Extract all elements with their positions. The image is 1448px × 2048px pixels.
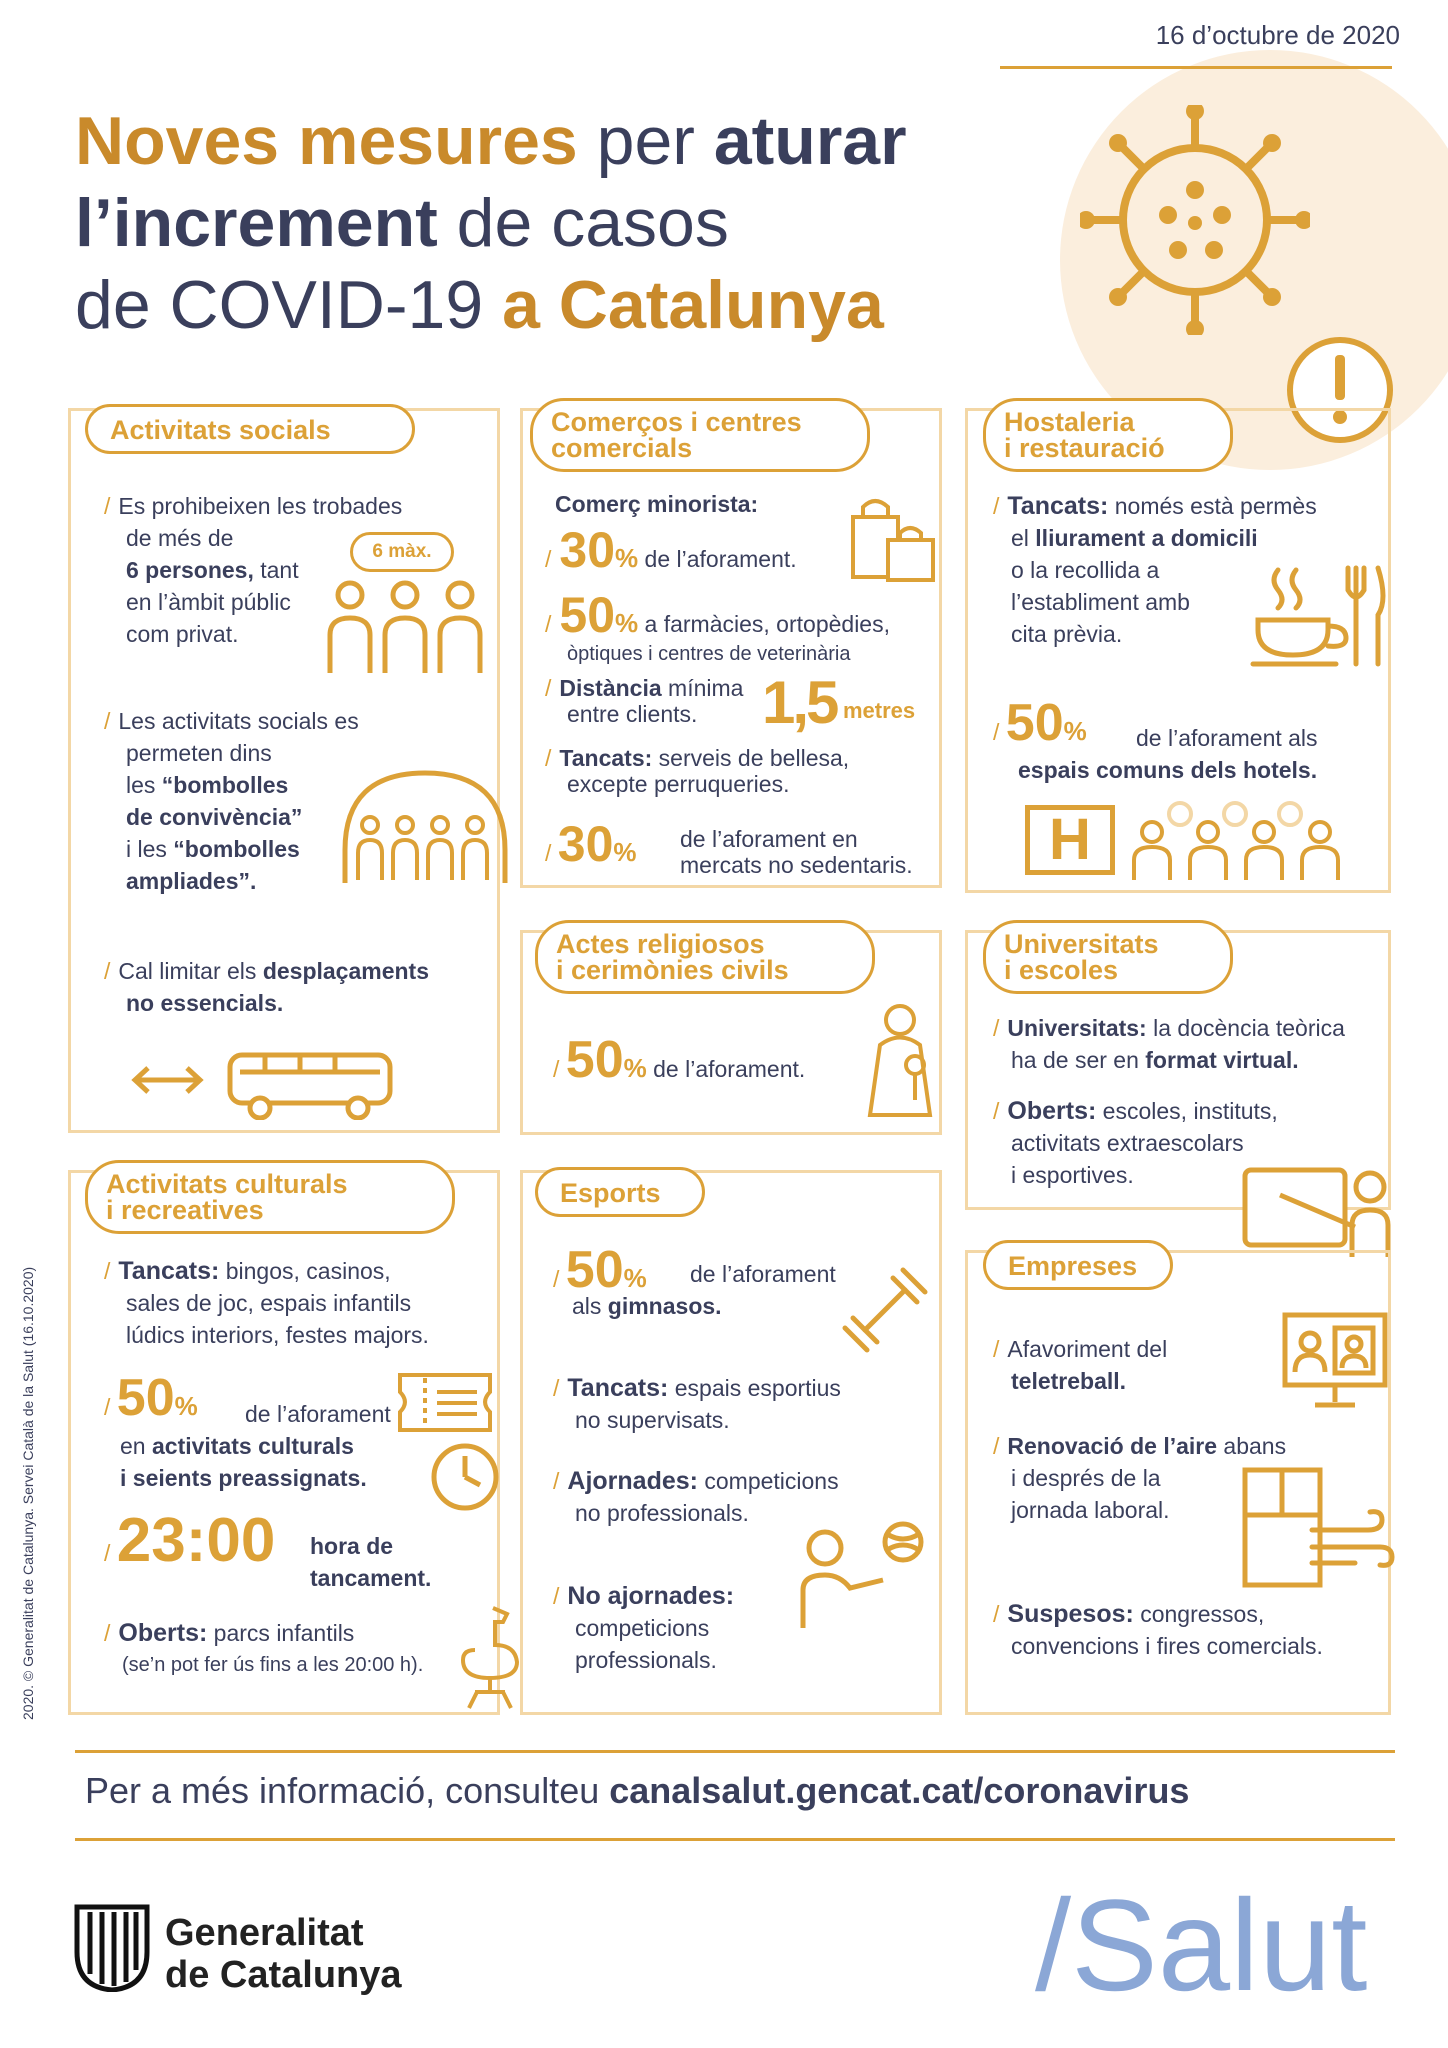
hotel-sign: H xyxy=(1025,805,1115,875)
window-air-icon xyxy=(1240,1465,1395,1590)
culturals-text-4: / Oberts: parcs infantils (se’n pot fer ús fins a les 20:00 h). xyxy=(104,1619,424,1676)
esports-text-4: / No ajornades: competicions professionals. xyxy=(553,1582,735,1673)
empreses-text-3: / Suspesos: congressos, convencions i fires comercials. xyxy=(993,1600,1323,1659)
more-info-text: Per a més informació, consulteu canalsalut.gencat.cat/coronavirus xyxy=(85,1770,1190,1811)
empreses-text-1: / Afavoriment del teletreball. xyxy=(993,1336,1168,1394)
bubble-people-icon xyxy=(340,765,510,885)
heading-comercos: Comerços i centres comercials xyxy=(530,398,870,472)
universitats-text-2: / Oberts: escoles, instituts, activitats extraescolars i esportives. xyxy=(993,1097,1278,1188)
date-divider xyxy=(1000,66,1392,69)
heading-esports: Esports xyxy=(535,1167,705,1217)
esports-text-2: / Tancats: espais esportius no supervisats. xyxy=(553,1374,841,1433)
esports-text-3: / Ajornades: competicions no professionals. xyxy=(553,1467,839,1526)
culturals-2300: / 23:00 xyxy=(104,1506,276,1575)
date: 16 d’octubre de 2020 xyxy=(1155,20,1400,50)
culturals-text-1: / Tancats: bingos, casinos, sales de joc, espais infantils lúdics interiors, festes majors. xyxy=(104,1257,429,1348)
socials-text-2: / Les activitats socials es permeten dins les “bombolles de convivència” i les “bombolles ampliades”. xyxy=(104,708,359,894)
clock-icon xyxy=(428,1440,503,1515)
ticket-icon xyxy=(395,1370,495,1435)
culturals-text-3: hora de tancament. xyxy=(310,1533,432,1591)
generalitat-logo-icon xyxy=(72,1902,152,1992)
comerc-minorista-label: Comerç minorista: xyxy=(555,491,759,517)
culturals-text-2: de l’aforament en activitats culturals i seients preassignats. xyxy=(120,1401,391,1491)
hostaleria-50: / 50% xyxy=(993,694,1087,752)
footer-divider-bottom xyxy=(75,1838,1395,1841)
heading-empreses: Empreses xyxy=(983,1240,1173,1290)
page-title: Noves mesures per aturar l’increment de casos de COVID-19 a Catalunya xyxy=(75,103,907,343)
group-of-people-icon xyxy=(325,580,485,675)
video-call-icon xyxy=(1280,1310,1390,1410)
hostaleria-text-1: / Tancats: només està permès el lliurament a domicili o la recollida a l’establiment amb cita prèvia. xyxy=(993,492,1317,647)
heading-hostaleria: Hostaleria i restauració xyxy=(983,398,1233,472)
heading-universitats: Universitats i escoles xyxy=(983,920,1233,994)
distance-value: 1,5 xyxy=(762,669,837,736)
culturals-50: / 50% xyxy=(104,1369,198,1427)
salut-wordmark: /Salut xyxy=(1035,1872,1368,2018)
comercos-row-5-text: de l’aforament en mercats no sedentaris. xyxy=(680,826,913,878)
comercos-row-3: / Distància mínima entre clients. xyxy=(545,675,744,727)
socials-text-3: / Cal limitar els desplaçaments no essencials. xyxy=(104,958,430,1016)
religiosos-row: / 50% de l’aforament. xyxy=(553,1031,806,1089)
virus-icon xyxy=(1080,105,1310,335)
hostaleria-text-2: de l’aforament als espais comuns dels hotels. xyxy=(1018,725,1318,783)
generalitat-wordmark: Generalitat de Catalunya xyxy=(165,1912,402,1996)
ceremony-icon xyxy=(855,1000,945,1120)
ball-player-icon xyxy=(795,1520,925,1630)
shopping-bags-icon xyxy=(848,495,938,585)
comercos-row-4: / Tancats: serveis de bellesa, excepte perruqueries. xyxy=(545,745,850,797)
footer-divider-top xyxy=(75,1750,1395,1753)
info-link[interactable]: canalsalut.gencat.cat/coronavirus xyxy=(609,1770,1190,1811)
comercos-row-5-num: / 30% xyxy=(545,816,637,872)
dumbbell-icon xyxy=(835,1260,935,1360)
esports-50: / 50% xyxy=(553,1241,647,1299)
hotel-guests-icon xyxy=(1130,800,1345,882)
empreses-text-2: / Renovació de l’aire abans i després de la jornada laboral. xyxy=(993,1433,1287,1523)
playground-horse-icon xyxy=(455,1600,525,1710)
max-six-badge: 6 màx. xyxy=(350,532,454,572)
comercos-row-2: / 50% a farmàcies, ortopèdies, òptiques i centres de veterinària xyxy=(545,587,890,665)
socials-text-1: / Es prohibeixen les trobades de més de 6 persones, tant en l’àmbit públic com privat. xyxy=(104,493,403,647)
heading-religiosos: Actes religiosos i cerimònies civils xyxy=(535,920,875,994)
heading-culturals: Activitats culturals i recreatives xyxy=(85,1160,455,1234)
distance-unit: metres xyxy=(843,698,916,723)
universitats-text-1: / Universitats: la docència teòrica ha de ser en format virtual. xyxy=(993,1015,1345,1073)
teacher-board-icon xyxy=(1240,1165,1400,1260)
bus-travel-icon xyxy=(130,1050,400,1120)
coffee-cutlery-icon xyxy=(1248,560,1388,670)
comercos-row-1: / 30% de l’aforament. xyxy=(545,522,797,578)
heading-activitats-socials: Activitats socials xyxy=(85,404,415,454)
esports-text-1: de l’aforament als gimnasos. xyxy=(572,1261,836,1319)
copyright-notice: 2020. © Generalitat de Catalunya. Servei Català de la Salut (16.10.2020) xyxy=(20,1266,36,1720)
